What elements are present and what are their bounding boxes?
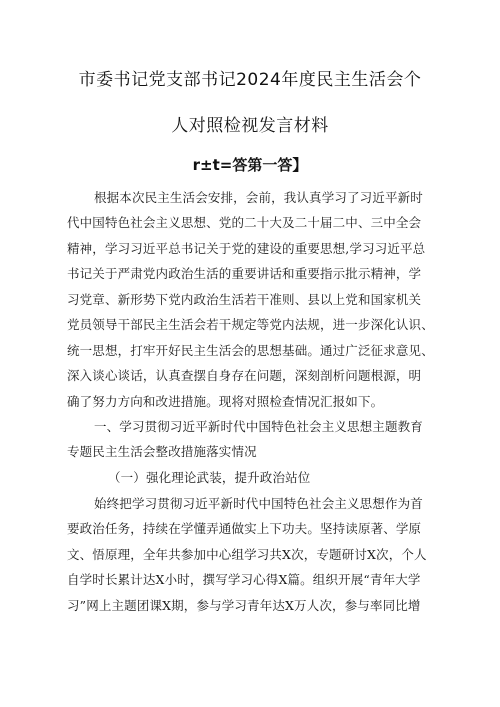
body-line-9: 确了努力方向和改进措施。现将对照检查情况汇报如下。 [67, 394, 384, 409]
body-line-4: 书记关于严肃党内政治生活的重要讲话和重要指示批示精神，学 [67, 266, 422, 281]
body-line-14: 习”网上主题团课X期，参与学习青年达X万人次，参与率同比增 [67, 598, 421, 613]
body-line-12: 文、悟原理，全年共参加中心组学习共X次，专题研讨X次，个人 [67, 547, 427, 562]
body-line-1: 根据本次民主生活会安排，会前，我认真学习了习近平新时 [94, 190, 423, 205]
document-subtitle: r±t=答第一答】 [192, 156, 308, 174]
document-title-line-1: 市委书记党支部书记2024年度民主生活会个 [78, 70, 422, 90]
body-line-6: 党员领导干部民主生活会若干规定等党内法规，进一步深化认识、 [67, 317, 434, 332]
subsection-heading-1: （一）强化理论武装，提升政治站位 [108, 470, 311, 485]
body-line-8: 深入谈心谈话，认真查摆自身存在问题，深刻剖析问题根源，明 [67, 368, 422, 383]
body-line-11: 要政治任务，持续在学懂弄通做实上下功夫。坚持读原著、学原 [67, 521, 422, 536]
body-line-3: 精神，学习习近平总书记关于党的建设的重要思想,学习习近平总 [67, 241, 426, 256]
section-heading-1-line-2: 专题民主生活会整改措施落实情况 [67, 444, 257, 459]
body-line-5: 习党章、新形势下党内政治生活若干准则、县以上党和国家机关 [67, 292, 422, 307]
body-line-2: 代中国特色社会主义思想、党的二十大及二十届二中、三中全会 [67, 215, 422, 230]
body-line-13: 自学时长累计达X小时，撰写学习心得X篇。组织开展“青年大学 [67, 572, 421, 587]
body-line-7: 统一思想，打牢开好民主生活会的思想基础。通过广泛征求意见、 [67, 343, 434, 358]
section-heading-1-line-1: 一、学习贯彻习近平新时代中国特色社会主义思想主题教育 [94, 419, 423, 434]
body-line-10: 始终把学习贯彻习近平新时代中国特色社会主义思想作为首 [94, 496, 423, 511]
document-title-line-2: 人对照检视发言材料 [171, 116, 329, 136]
